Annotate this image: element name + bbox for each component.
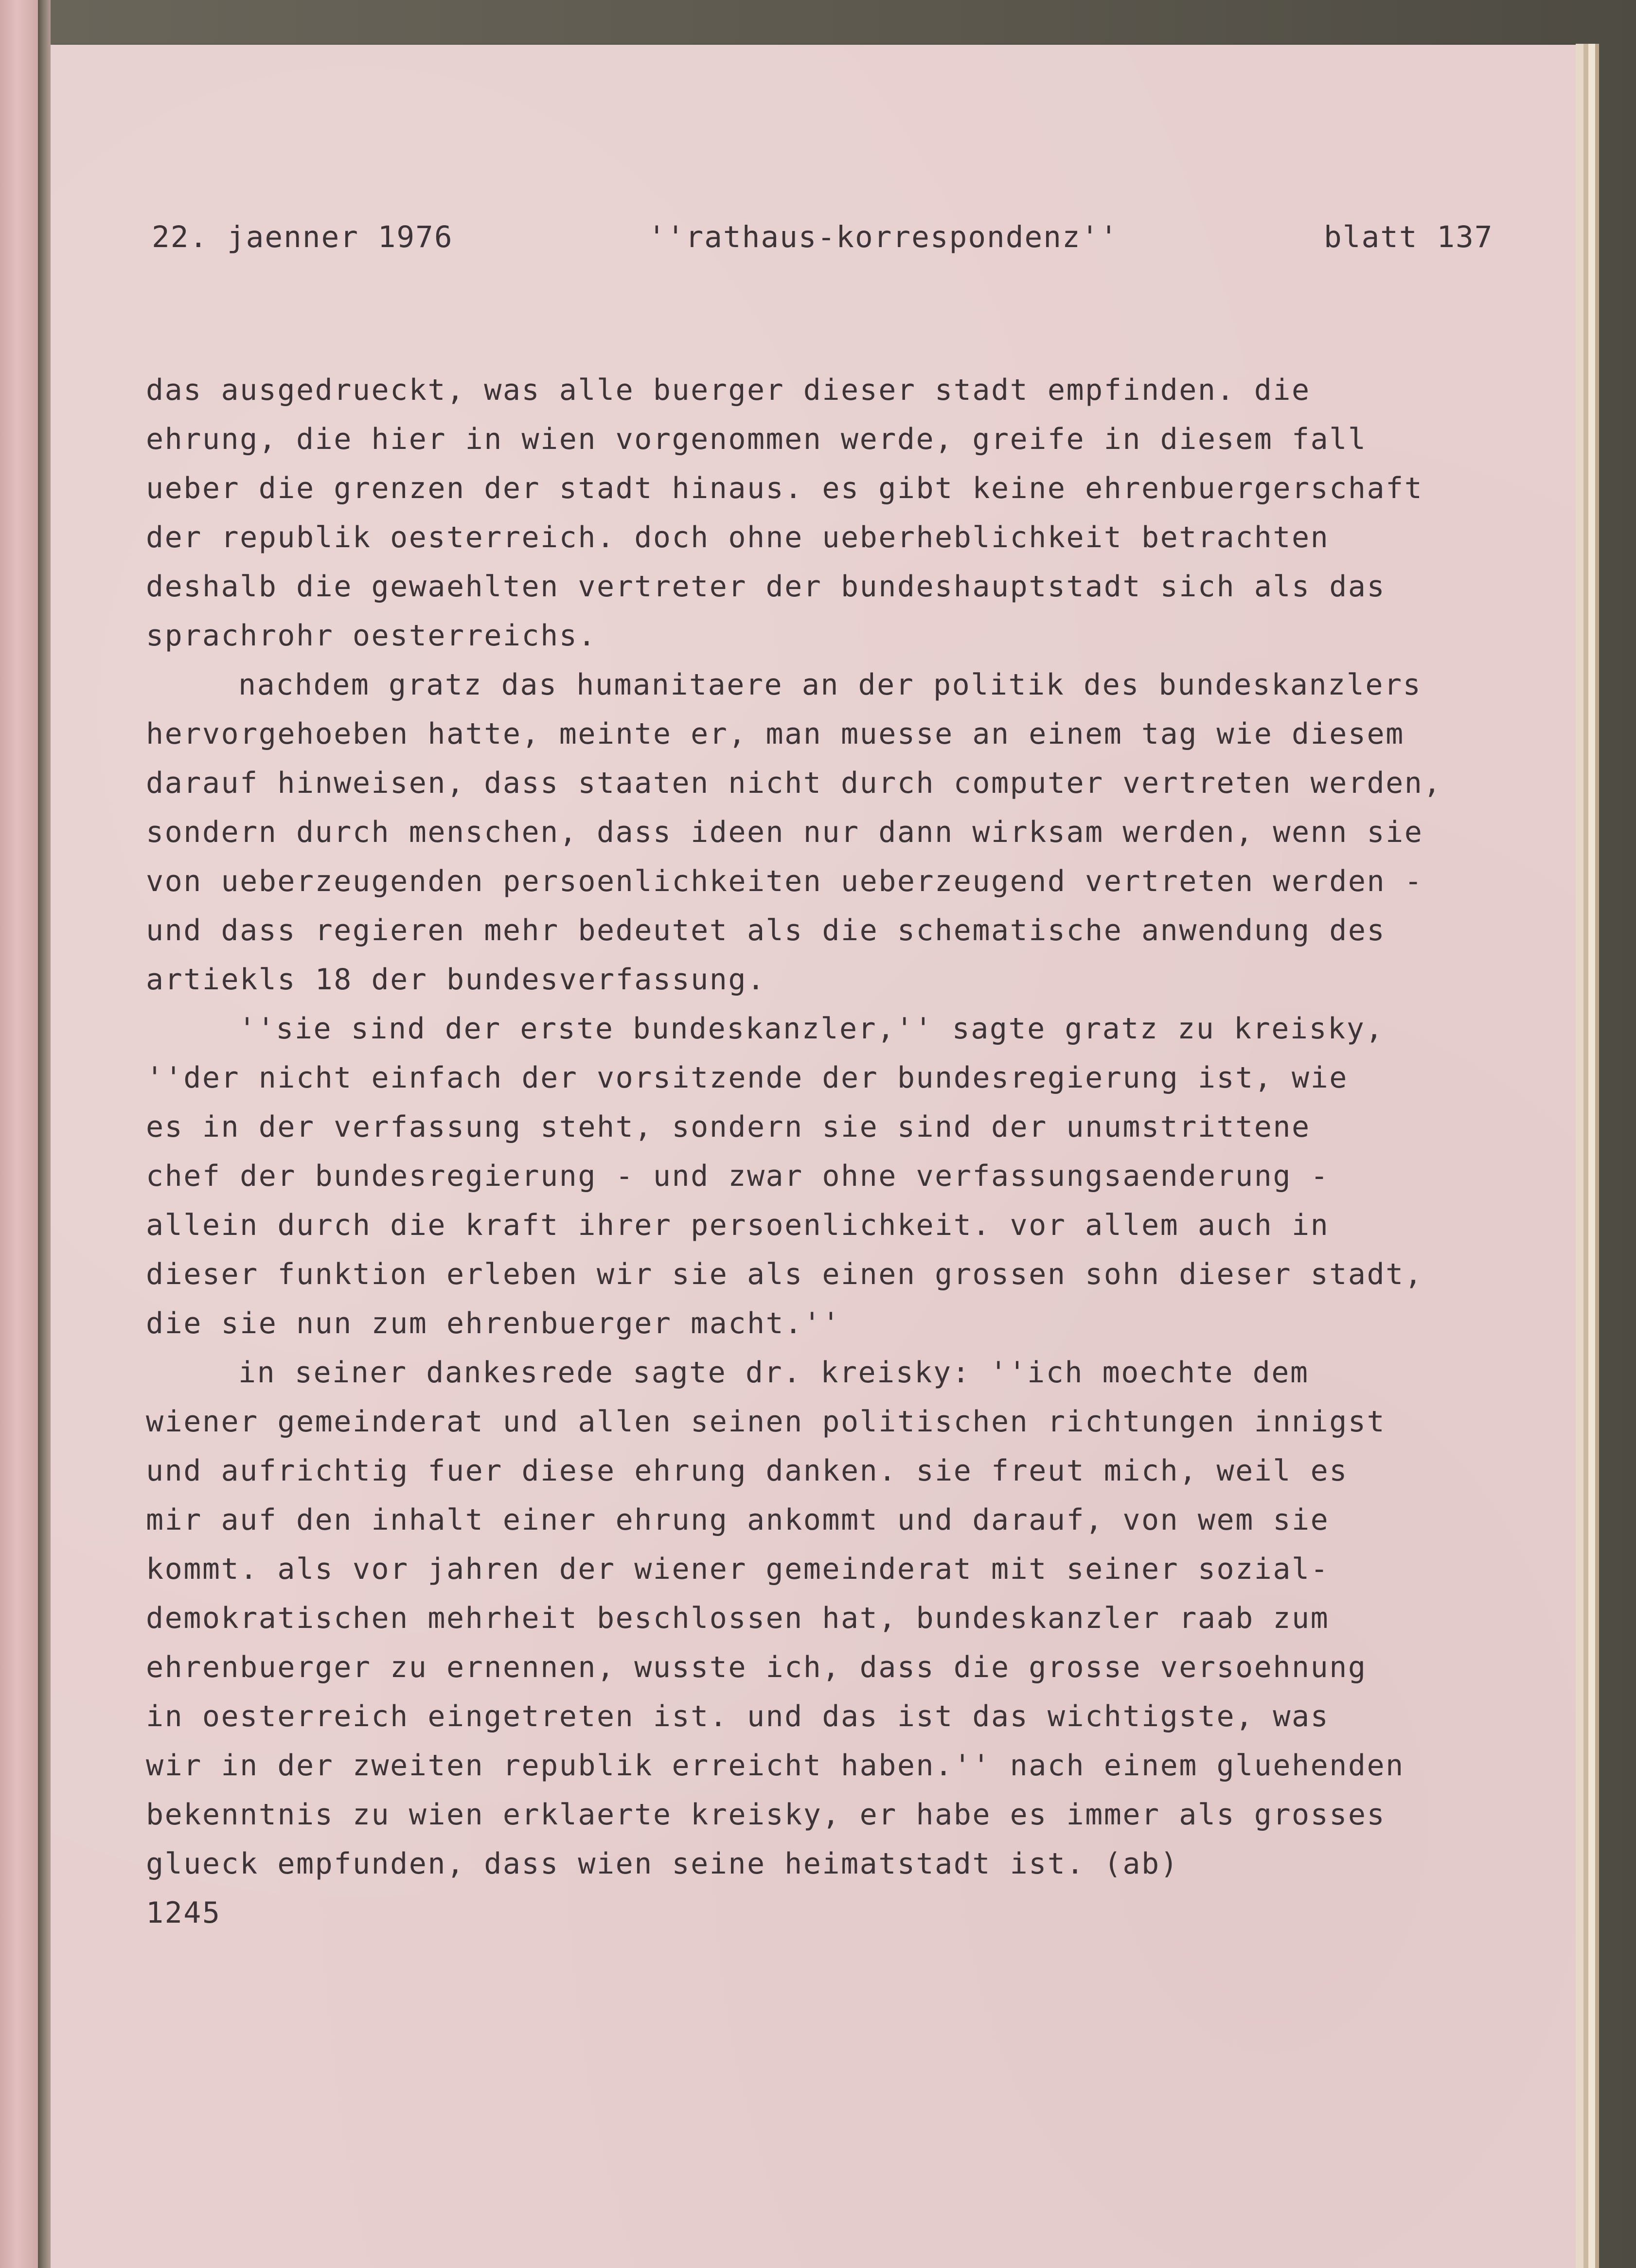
text-line: der republik oesterreich. doch ohne ueberheblichkeit betrachten xyxy=(146,520,1330,554)
page-header xyxy=(101,220,1555,264)
text-line: und aufrichtig fuer diese ehrung danken. sie freut mich, weil es xyxy=(146,1454,1348,1488)
text-line: wir in der zweiten republik erreicht haben.'' nach einem gluehenden xyxy=(146,1749,1405,1783)
header-source: ''rathaus-korrespondenz'' xyxy=(648,220,1119,254)
text-line: wiener gemeinderat und allen seinen politischen richtungen innigst xyxy=(146,1405,1386,1439)
text-line: kommt. als vor jahren der wiener gemeinderat mit seiner sozial- xyxy=(146,1552,1330,1586)
document-number: 1245 xyxy=(146,1896,221,1930)
text-line: in seiner dankesrede sagte dr. kreisky: ''ich moechte dem xyxy=(238,1356,1309,1390)
book-gutter xyxy=(38,0,51,2268)
text-line: chef der bundesregierung - und zwar ohne verfassungsaenderung - xyxy=(146,1159,1330,1193)
text-line: glueck empfunden, dass wien seine heimatstadt ist. (ab) xyxy=(146,1847,1179,1881)
text-line: bekenntnis zu wien erklaerte kreisky, er habe es immer als grosses xyxy=(146,1798,1386,1832)
document-page xyxy=(51,45,1576,2268)
page-stack-edge xyxy=(1588,44,1595,2268)
page-stack-edge xyxy=(1576,44,1583,2268)
text-line: artiekls 18 der bundesverfassung. xyxy=(146,963,766,997)
text-line: demokratischen mehrheit beschlossen hat, bundeskanzler raab zum xyxy=(146,1601,1330,1635)
text-line: sprachrohr oesterreichs. xyxy=(146,619,597,653)
text-line: mir auf den inhalt einer ehrung ankommt und darauf, von wem sie xyxy=(146,1503,1330,1537)
text-line: das ausgedrueckt, was alle buerger dieser stadt empfinden. die xyxy=(146,373,1311,407)
header-date: 22. jaenner 1976 xyxy=(152,220,453,254)
text-line: ''sie sind der erste bundeskanzler,'' sagte gratz zu kreisky, xyxy=(238,1012,1385,1046)
text-line: in oesterreich eingetreten ist. und das ist das wichtigste, was xyxy=(146,1699,1330,1733)
text-line: ehrung, die hier in wien vorgenommen werde, greife in diesem fall xyxy=(146,422,1367,456)
text-line: deshalb die gewaehlten vertreter der bundeshauptstadt sich als das xyxy=(146,570,1386,604)
text-line: von ueberzeugenden persoenlichkeiten ueberzeugend vertreten werden - xyxy=(146,864,1423,898)
text-line: die sie nun zum ehrenbuerger macht.'' xyxy=(146,1306,841,1340)
previous-page-edge xyxy=(0,0,38,2268)
text-line: nachdem gratz das humanitaere an der politik des bundeskanzlers xyxy=(238,668,1422,702)
text-line: ''der nicht einfach der vorsitzende der bundesregierung ist, wie xyxy=(146,1061,1348,1095)
text-line: ehrenbuerger zu ernennen, wusste ich, dass die grosse versoehnung xyxy=(146,1650,1367,1684)
text-line: und dass regieren mehr bedeutet als die schematische anwendung des xyxy=(146,913,1386,947)
body-text xyxy=(146,366,1556,1938)
text-line: es in der verfassung steht, sondern sie sind der unumstrittene xyxy=(146,1110,1311,1144)
text-line: darauf hinweisen, dass staaten nicht durch computer vertreten werden, xyxy=(146,766,1442,800)
text-line: hervorgehoeben hatte, meinte er, man muesse an einem tag wie diesem xyxy=(146,717,1405,751)
header-sheet-number: blatt 137 xyxy=(1324,220,1494,254)
text-line: sondern durch menschen, dass ideen nur dann wirksam werden, wenn sie xyxy=(146,815,1423,849)
text-line: allein durch die kraft ihrer persoenlichkeit. vor allem auch in xyxy=(146,1208,1330,1242)
page-stack-edge xyxy=(1583,44,1588,2268)
text-line: dieser funktion erleben wir sie als einen grossen sohn dieser stadt, xyxy=(146,1257,1423,1291)
text-line: ueber die grenzen der stadt hinaus. es gibt keine ehrenbuergerschaft xyxy=(146,471,1423,505)
page-stack-edge xyxy=(1595,44,1599,2268)
